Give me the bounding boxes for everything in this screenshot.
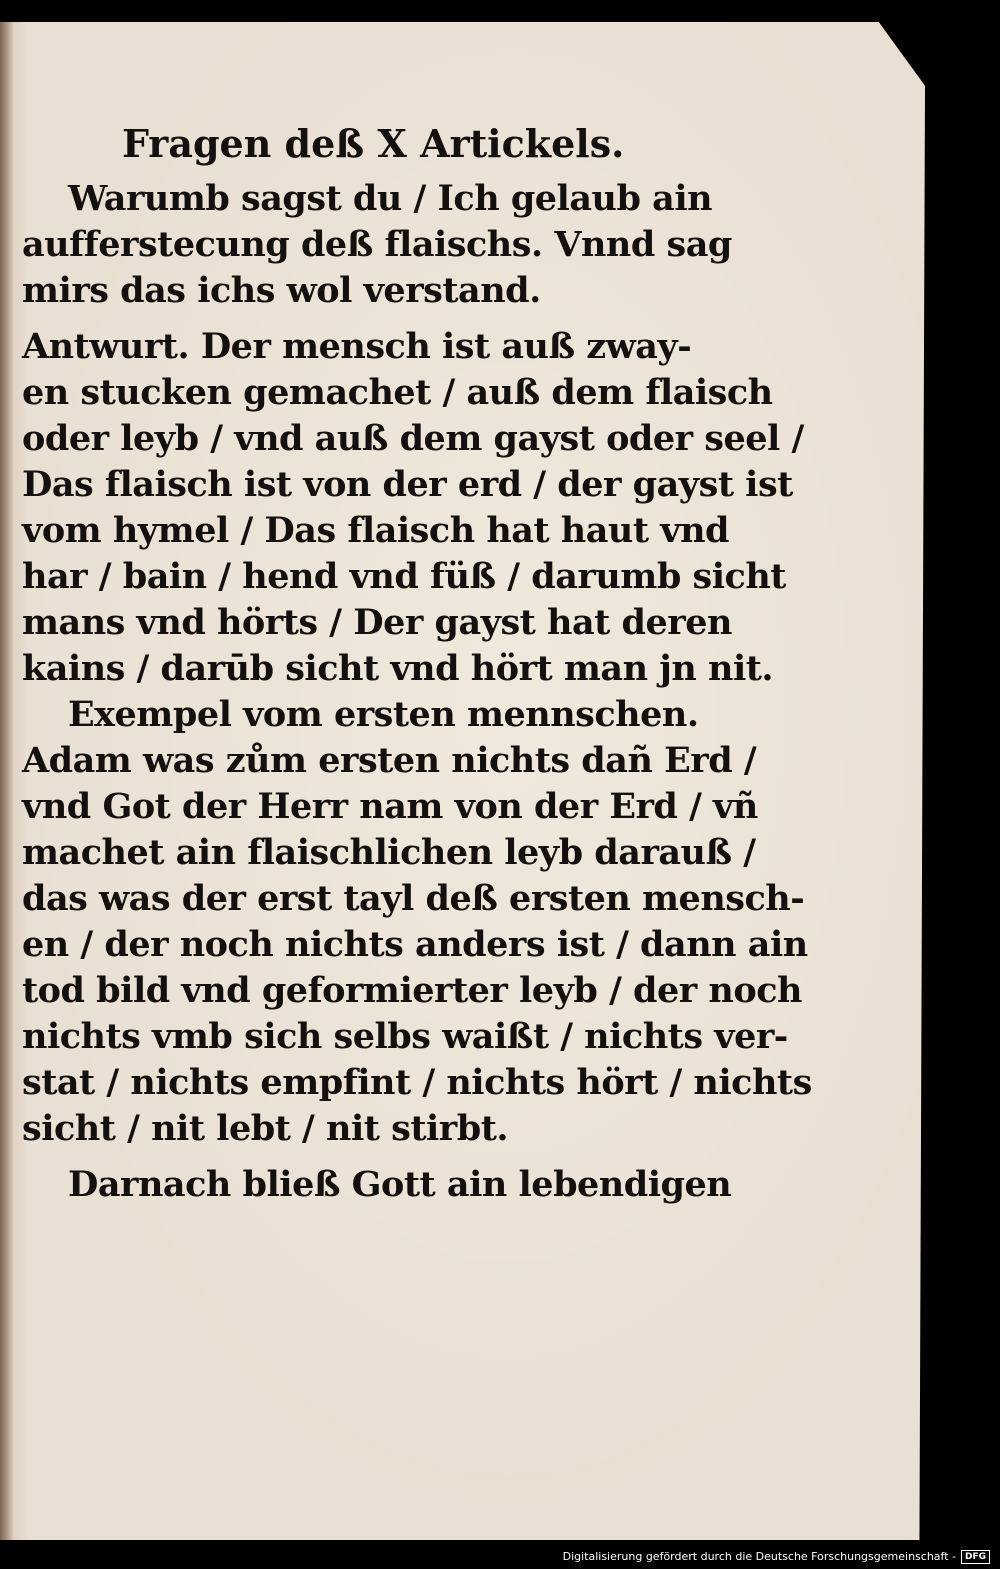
text-line: mirs das ichs wol verstand. — [22, 270, 541, 311]
text-line: sicht / nit lebt / nit stirbt. — [22, 1108, 509, 1149]
credit-text: Digitalisierung gefördert durch die Deutsche Forschungsgemeinschaft - — [562, 1550, 956, 1563]
text-line: vom hymel / Das flaisch hat haut vnd — [22, 510, 729, 551]
page-binding-shadow — [0, 22, 14, 1540]
paragraph-continuation — [22, 1162, 732, 1208]
text-line: Warumb sagst du / Ich gelaub ain — [68, 178, 713, 219]
text-line: Das flaisch ist von der erd / der gayst ist — [22, 464, 793, 505]
text-line: machet ain flaischlichen leyb darauß / — [22, 832, 756, 873]
text-line: oder leyb / vnd auß dem gayst oder seel / — [22, 418, 804, 459]
text-line: stat / nichts empfint / nichts hört / nichts — [22, 1062, 812, 1103]
paragraph-answer — [22, 324, 804, 692]
text-line: das was der erst tayl deß ersten mensch- — [22, 878, 805, 919]
paragraph-question — [22, 176, 732, 314]
text-line: Exempel vom ersten mennschen. — [68, 694, 699, 735]
text-line: Darnach bließ Gott ain lebendigen — [68, 1164, 732, 1205]
text-line: aufferstecung deß flaischs. Vnnd sag — [22, 224, 732, 265]
text-line: tod bild vnd geformierter leyb / der noch — [22, 970, 802, 1011]
page-heading: Fragen deß X Artickels. — [122, 121, 625, 166]
text-line: mans vnd hörts / Der gayst hat deren — [22, 602, 732, 643]
text-line: en / der noch nichts anders ist / dann ain — [22, 924, 808, 965]
text-line: kains / darūb sicht vnd hört man jn nit. — [22, 648, 774, 689]
text-line: Adam was zům ersten nichts dañ Erd / — [22, 740, 757, 781]
text-line: en stucken gemachet / auß dem flaisch — [22, 372, 773, 413]
digitization-credit — [563, 1548, 990, 1566]
text-line: Antwurt. Der mensch ist auß zway- — [22, 326, 692, 367]
dfg-logo: DFG — [961, 1550, 990, 1564]
paragraph-example — [22, 692, 812, 1152]
text-line: har / bain / hend vnd füß / darumb sicht — [22, 556, 786, 597]
text-line: vnd Got der Herr nam von der Erd / vñ — [22, 786, 758, 827]
page-text — [22, 112, 812, 1208]
text-line: nichts vmb sich selbs waißt / nichts ver- — [22, 1016, 788, 1057]
